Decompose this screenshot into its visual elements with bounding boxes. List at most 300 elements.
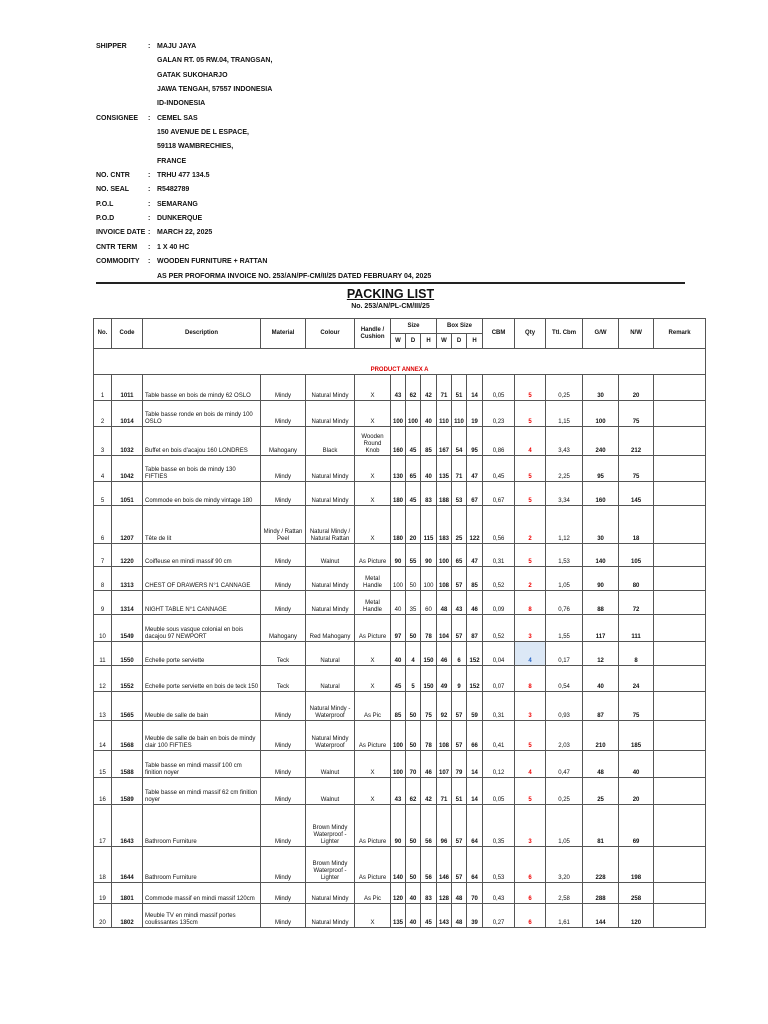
cell-colour: Brown Mindy Waterproof - Lighter	[306, 805, 355, 847]
cell-h: 42	[421, 778, 437, 805]
cell-box-w: 110	[437, 401, 452, 427]
header-line	[96, 169, 431, 183]
cell-qty: 5	[515, 482, 546, 506]
cell-description: Commode en bois de mindy vintage 180	[143, 482, 261, 506]
cell-box-w: 135	[437, 456, 452, 482]
header-value: JAWA TENGAH, 57557 INDONESIA	[157, 86, 273, 94]
cell-cbm: 0,41	[483, 721, 515, 751]
header-value: WOODEN FURNITURE + RATTAN	[157, 258, 268, 266]
cell-colour: Brown Mindy Waterproof - Lighter	[306, 847, 355, 883]
cell-h: 115	[421, 506, 437, 544]
cell-handle: X	[355, 375, 391, 401]
cell-description: Echelle porte serviette en bois de teck 150	[143, 666, 261, 692]
header-value: R5482789	[157, 186, 190, 194]
cell-box-h: 59	[467, 692, 483, 721]
cell-remark	[654, 666, 706, 692]
table-row	[94, 427, 706, 456]
header-value: 59118 WAMBRECHIES,	[157, 143, 234, 151]
cell-colour: Natural Mindy - Waterproof	[306, 692, 355, 721]
cell-w: 40	[391, 642, 406, 666]
cell-qty: 5	[515, 401, 546, 427]
cell-box-d: 48	[452, 883, 467, 904]
cell-description: Table basse en mindi massif 100 cm finition noyer	[143, 751, 261, 778]
cell-qty: 6	[515, 904, 546, 928]
cell-handle: Wooden Round Knob	[355, 427, 391, 456]
col-box-size: Box Size	[437, 319, 483, 334]
cell-nw: 72	[619, 591, 654, 615]
header-line	[96, 226, 431, 240]
cell-remark	[654, 847, 706, 883]
cell-handle: X	[355, 456, 391, 482]
cell-d: 35	[406, 591, 421, 615]
cell-h: 150	[421, 642, 437, 666]
cell-box-h: 67	[467, 482, 483, 506]
header-label: CNTR TERM	[96, 243, 138, 251]
cell-remark	[654, 778, 706, 805]
cell-box-d: 48	[452, 904, 467, 928]
cell-code: 1549	[112, 615, 143, 642]
cell-material: Mindy	[261, 904, 306, 928]
cell-cbm: 0,43	[483, 883, 515, 904]
cell-cbm: 0,67	[483, 482, 515, 506]
table-row	[94, 883, 706, 904]
cell-box-d: 9	[452, 666, 467, 692]
col-remark: Remark	[654, 319, 706, 349]
cell-w: 90	[391, 805, 406, 847]
cell-box-w: 108	[437, 567, 452, 591]
header-line	[96, 83, 431, 97]
header-label: P.O.L	[96, 200, 114, 208]
cell-box-w: 167	[437, 427, 452, 456]
cell-box-d: 57	[452, 805, 467, 847]
cell-box-h: 152	[467, 642, 483, 666]
cell-cbm: 0,12	[483, 751, 515, 778]
cell-w: 100	[391, 567, 406, 591]
cell-gw: 48	[583, 751, 619, 778]
table-row	[94, 615, 706, 642]
cell-d: 40	[406, 883, 421, 904]
cell-gw: 140	[583, 544, 619, 567]
cell-code: 1550	[112, 642, 143, 666]
header-line	[96, 126, 431, 140]
page-title: PACKING LIST	[346, 287, 435, 301]
cell-description: Bathroom Furniture	[143, 847, 261, 883]
header-value: GALAN RT. 05 RW.04, TRANGSAN,	[157, 57, 273, 65]
cell-ttl-cbm: 1,05	[546, 567, 583, 591]
cell-nw: 80	[619, 567, 654, 591]
cell-remark	[654, 544, 706, 567]
shipping-header	[96, 40, 431, 284]
header-colon: :	[148, 243, 151, 251]
cell-cbm: 0,53	[483, 847, 515, 883]
cell-box-h: 64	[467, 805, 483, 847]
cell-d: 20	[406, 506, 421, 544]
cell-box-d: 79	[452, 751, 467, 778]
header-label: CONSIGNEE	[96, 114, 139, 122]
cell-box-w: 92	[437, 692, 452, 721]
cell-w: 90	[391, 544, 406, 567]
cell-qty: 4	[515, 427, 546, 456]
cell-nw: 20	[619, 375, 654, 401]
cell-box-w: 71	[437, 375, 452, 401]
cell-box-h: 122	[467, 506, 483, 544]
header-colon	[148, 54, 157, 68]
cell-code: 1802	[112, 904, 143, 928]
table-row	[94, 751, 706, 778]
col-material: Material	[261, 319, 306, 349]
cell-code: 1011	[112, 375, 143, 401]
cell-qty: 8	[515, 591, 546, 615]
cell-code: 1589	[112, 778, 143, 805]
cell-description: Bathroom Furniture	[143, 805, 261, 847]
header-value: DUNKERQUE	[157, 215, 203, 223]
table-row	[94, 721, 706, 751]
col-nw: N/W	[619, 319, 654, 349]
cell-box-w: 100	[437, 544, 452, 567]
cell-box-w: 71	[437, 778, 452, 805]
table-row	[94, 544, 706, 567]
cell-ttl-cbm: 1,12	[546, 506, 583, 544]
cell-no: 9	[94, 591, 112, 615]
cell-w: 160	[391, 427, 406, 456]
cell-handle: X	[355, 666, 391, 692]
cell-description: Coiffeuse en mindi massif 90 cm	[143, 544, 261, 567]
cell-box-h: 47	[467, 544, 483, 567]
cell-cbm: 0,86	[483, 427, 515, 456]
cell-no: 17	[94, 805, 112, 847]
header-value: MAJU JAYA	[157, 43, 197, 50]
cell-qty: 6	[515, 847, 546, 883]
cell-gw: 87	[583, 692, 619, 721]
cell-qty: 5	[515, 456, 546, 482]
cell-box-w: 183	[437, 506, 452, 544]
cell-box-h: 64	[467, 847, 483, 883]
cell-qty: 5	[515, 375, 546, 401]
cell-material: Mindy	[261, 567, 306, 591]
cell-no: 10	[94, 615, 112, 642]
cell-h: 83	[421, 482, 437, 506]
cell-h: 83	[421, 883, 437, 904]
cell-box-h: 39	[467, 904, 483, 928]
header-label: COMMODITY	[96, 258, 140, 266]
header-colon: :	[148, 186, 151, 194]
header-value: SEMARANG	[157, 200, 198, 208]
cell-material: Mindy	[261, 375, 306, 401]
cell-handle: X	[355, 401, 391, 427]
cell-code: 1032	[112, 427, 143, 456]
col-box-h: H	[467, 334, 483, 349]
cell-remark	[654, 692, 706, 721]
header-label: NO. CNTR	[96, 172, 130, 180]
cell-colour: Walnut	[306, 751, 355, 778]
cell-material: Mindy	[261, 692, 306, 721]
cell-cbm: 0,56	[483, 506, 515, 544]
cell-h: 75	[421, 692, 437, 721]
cell-no: 12	[94, 666, 112, 692]
col-cbm: CBM	[483, 319, 515, 349]
cell-remark	[654, 805, 706, 847]
header-line	[96, 183, 431, 197]
cell-w: 100	[391, 751, 406, 778]
cell-qty: 2	[515, 506, 546, 544]
cell-remark	[654, 482, 706, 506]
header-colon	[148, 83, 157, 97]
cell-colour: Red Mahogany	[306, 615, 355, 642]
cell-colour: Natural Mindy	[306, 904, 355, 928]
cell-nw: 258	[619, 883, 654, 904]
cell-nw: 185	[619, 721, 654, 751]
header-label	[96, 69, 148, 83]
cell-d: 50	[406, 692, 421, 721]
cell-w: 120	[391, 883, 406, 904]
cell-nw: 40	[619, 751, 654, 778]
table-row	[94, 506, 706, 544]
cell-description: Table basse en bois de mindy 130 FIFTIES	[143, 456, 261, 482]
cell-ttl-cbm: 0,54	[546, 666, 583, 692]
cell-material: Mindy	[261, 544, 306, 567]
header-value: CEMEL SAS	[157, 114, 198, 122]
cell-no: 14	[94, 721, 112, 751]
cell-nw: 18	[619, 506, 654, 544]
cell-cbm: 0,27	[483, 904, 515, 928]
cell-gw: 40	[583, 666, 619, 692]
cell-description: Meuble TV en mindi massif portes coulissantes 135cm	[143, 904, 261, 928]
cell-ttl-cbm: 0,47	[546, 751, 583, 778]
header-line	[96, 97, 431, 111]
cell-box-d: 54	[452, 427, 467, 456]
cell-gw: 160	[583, 482, 619, 506]
cell-cbm: 0,52	[483, 615, 515, 642]
cell-remark	[654, 721, 706, 751]
cell-no: 3	[94, 427, 112, 456]
cell-w: 85	[391, 692, 406, 721]
header-colon	[148, 155, 157, 169]
header-label	[96, 126, 148, 140]
cell-nw: 145	[619, 482, 654, 506]
cell-ttl-cbm: 2,25	[546, 456, 583, 482]
cell-d: 45	[406, 482, 421, 506]
cell-remark	[654, 375, 706, 401]
cell-w: 100	[391, 401, 406, 427]
cell-cbm: 0,09	[483, 591, 515, 615]
cell-cbm: 0,23	[483, 401, 515, 427]
cell-box-h: 14	[467, 778, 483, 805]
cell-gw: 240	[583, 427, 619, 456]
cell-description: Commode massif en mindi massif 120cm	[143, 883, 261, 904]
cell-no: 13	[94, 692, 112, 721]
cell-description: NIGHT TABLE N°1 CANNAGE	[143, 591, 261, 615]
cell-box-h: 152	[467, 666, 483, 692]
cell-description: CHEST OF DRAWERS N°1 CANNAGE	[143, 567, 261, 591]
cell-nw: 24	[619, 666, 654, 692]
cell-box-h: 95	[467, 427, 483, 456]
table-row	[94, 805, 706, 847]
cell-box-w: 146	[437, 847, 452, 883]
cell-handle: As Picture	[355, 805, 391, 847]
cell-d: 50	[406, 567, 421, 591]
cell-h: 150	[421, 666, 437, 692]
cell-box-d: 6	[452, 642, 467, 666]
cell-gw: 81	[583, 805, 619, 847]
cell-w: 100	[391, 721, 406, 751]
cell-material: Mahogany	[261, 427, 306, 456]
cell-no: 8	[94, 567, 112, 591]
cell-colour: Black	[306, 427, 355, 456]
cell-qty: 6	[515, 883, 546, 904]
cell-d: 45	[406, 427, 421, 456]
cell-box-w: 128	[437, 883, 452, 904]
header-colon: :	[148, 229, 151, 237]
cell-d: 100	[406, 401, 421, 427]
cell-d: 70	[406, 751, 421, 778]
table-row	[94, 456, 706, 482]
header-colon: :	[148, 215, 151, 223]
cell-box-h: 70	[467, 883, 483, 904]
cell-ttl-cbm: 1,15	[546, 401, 583, 427]
table-row	[94, 847, 706, 883]
header-line	[96, 54, 431, 68]
cell-ttl-cbm: 3,20	[546, 847, 583, 883]
cell-remark	[654, 401, 706, 427]
cell-gw: 95	[583, 456, 619, 482]
cell-description: Table basse en mindi massif 62 cm finition noyer	[143, 778, 261, 805]
cell-remark	[654, 591, 706, 615]
cell-box-w: 49	[437, 666, 452, 692]
header-label: INVOICE DATE	[96, 229, 146, 237]
cell-gw: 117	[583, 615, 619, 642]
header-colon	[148, 140, 157, 154]
header-value: FRANCE	[157, 157, 187, 165]
cell-w: 97	[391, 615, 406, 642]
cell-material: Mindy	[261, 751, 306, 778]
cell-code: 1042	[112, 456, 143, 482]
cell-h: 100	[421, 567, 437, 591]
header-label	[96, 155, 148, 169]
header-line	[96, 69, 431, 83]
cell-handle: As Picture	[355, 615, 391, 642]
cell-remark	[654, 567, 706, 591]
cell-box-d: 53	[452, 482, 467, 506]
cell-ttl-cbm: 2,58	[546, 883, 583, 904]
cell-ttl-cbm: 1,05	[546, 805, 583, 847]
cell-code: 1588	[112, 751, 143, 778]
cell-code: 1565	[112, 692, 143, 721]
table-row	[94, 591, 706, 615]
cell-box-h: 87	[467, 615, 483, 642]
cell-code: 1568	[112, 721, 143, 751]
cell-colour: Natural Mindy / Natural Rattan	[306, 506, 355, 544]
cell-w: 45	[391, 666, 406, 692]
col-box-d: D	[452, 334, 467, 349]
header-line	[96, 198, 431, 212]
cell-handle: X	[355, 778, 391, 805]
cell-description: Meuble de salle de bain	[143, 692, 261, 721]
cell-code: 1051	[112, 482, 143, 506]
cell-handle: Metal Handle	[355, 591, 391, 615]
section-row	[94, 349, 706, 375]
cell-cbm: 0,31	[483, 544, 515, 567]
cell-box-d: 43	[452, 591, 467, 615]
cell-cbm: 0,52	[483, 567, 515, 591]
header-line	[96, 212, 431, 226]
header-divider	[96, 282, 685, 284]
table-row	[94, 904, 706, 928]
cell-nw: 75	[619, 692, 654, 721]
cell-code: 1313	[112, 567, 143, 591]
cell-description: Echelle porte serviette	[143, 642, 261, 666]
cell-gw: 210	[583, 721, 619, 751]
cell-remark	[654, 751, 706, 778]
cell-code: 1801	[112, 883, 143, 904]
cell-material: Mindy	[261, 721, 306, 751]
cell-box-d: 110	[452, 401, 467, 427]
cell-remark	[654, 904, 706, 928]
cell-ttl-cbm: 0,93	[546, 692, 583, 721]
cell-box-h: 14	[467, 751, 483, 778]
cell-gw: 228	[583, 847, 619, 883]
cell-box-d: 57	[452, 721, 467, 751]
table-row	[94, 692, 706, 721]
cell-code: 1014	[112, 401, 143, 427]
cell-box-d: 57	[452, 847, 467, 883]
cell-w: 180	[391, 482, 406, 506]
document-number: No. 253/AN/PL-CM/III/25	[351, 303, 430, 310]
cell-box-d: 25	[452, 506, 467, 544]
cell-colour: Natural Mindy Waterproof	[306, 721, 355, 751]
header-value: MARCH 22, 2025	[157, 229, 213, 237]
header-label	[96, 83, 148, 97]
cell-no: 18	[94, 847, 112, 883]
cell-box-d: 57	[452, 567, 467, 591]
header-colon	[148, 126, 157, 140]
cell-box-d: 71	[452, 456, 467, 482]
cell-box-w: 104	[437, 615, 452, 642]
header-colon: :	[148, 258, 151, 266]
cell-cbm: 0,31	[483, 692, 515, 721]
cell-material: Mindy	[261, 482, 306, 506]
cell-box-w: 143	[437, 904, 452, 928]
cell-colour: Natural Mindy	[306, 375, 355, 401]
col-ttl-cbm: Ttl. Cbm	[546, 319, 583, 349]
cell-material: Mindy	[261, 847, 306, 883]
header-value: 1 X 40 HC	[157, 243, 190, 251]
cell-ttl-cbm: 1,55	[546, 615, 583, 642]
cell-nw: 198	[619, 847, 654, 883]
cell-cbm: 0,35	[483, 805, 515, 847]
cell-gw: 30	[583, 506, 619, 544]
cell-material: Mindy	[261, 805, 306, 847]
cell-remark	[654, 883, 706, 904]
cell-h: 56	[421, 805, 437, 847]
cell-h: 42	[421, 375, 437, 401]
header-line	[96, 241, 431, 255]
cell-material: Mindy / Rattan Peel	[261, 506, 306, 544]
col-handle: Handle / Cushion	[355, 319, 391, 349]
cell-gw: 90	[583, 567, 619, 591]
table-row	[94, 666, 706, 692]
cell-no: 6	[94, 506, 112, 544]
cell-w: 135	[391, 904, 406, 928]
cell-handle: As Picture	[355, 721, 391, 751]
header-colon	[148, 97, 157, 111]
cell-handle: As Pic	[355, 692, 391, 721]
header-value: 150 AVENUE DE L ESPACE,	[157, 129, 249, 137]
header-colon: :	[148, 200, 151, 208]
cell-remark	[654, 427, 706, 456]
cell-cbm: 0,05	[483, 778, 515, 805]
header-label: P.O.D	[96, 215, 115, 223]
cell-qty: 5	[515, 544, 546, 567]
